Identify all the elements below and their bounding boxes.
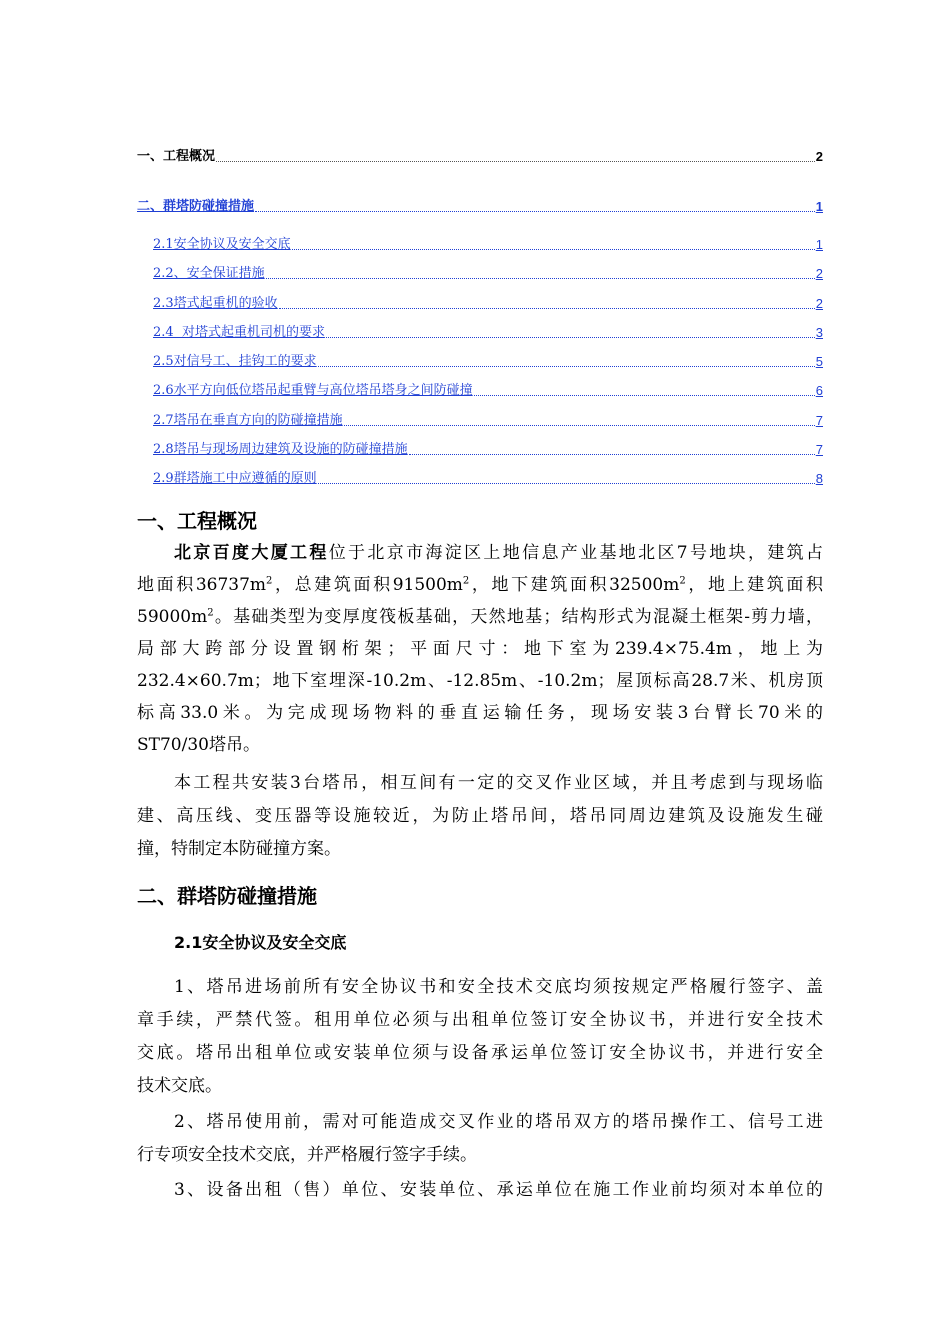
text-line [174, 541, 823, 565]
text-line: 建、高压线、变压器等设施较近，为防止塔吊间，塔吊同周边建筑及设施发生碰 [137, 806, 823, 826]
text-span: ，总建筑面积91500m [272, 575, 463, 595]
text-line: ST70/30塔吊。 [137, 735, 260, 755]
text-span: 位于北京市海淀区上地信息产业基地北区7号地块，建筑占 [328, 543, 823, 563]
superscript: 2 [679, 575, 686, 587]
text-span: ，地下建筑面积32500m [469, 575, 680, 595]
text-line: 章手续，严禁代签。租用单位必须与出租单位签订安全协议书，并进行安全技术 [137, 1010, 823, 1030]
toc-leader-dots [216, 160, 815, 162]
text-line: 1、塔吊进场前所有安全协议书和安全技术交底均须按规定严格履行签字、盖 [174, 977, 823, 997]
toc-entry-label: 2.8塔吊与现场周边建筑及设施的防碰撞措施 [153, 442, 408, 457]
toc-entry-label: 2.9群塔施工中应遵循的原则 [153, 471, 317, 486]
toc-entry-2-8[interactable] [153, 438, 823, 458]
toc-entry-page: 2 [815, 296, 823, 311]
toc-entry-label: 一、工程概况 [137, 149, 216, 164]
toc-leader-dots [344, 424, 815, 426]
toc-entry-page: 1 [815, 199, 823, 214]
text-span: 59000m [137, 607, 208, 627]
toc-entry-page: 2 [815, 266, 823, 281]
section-heading-overview: 一、工程概况 [137, 509, 257, 533]
toc-leader-dots [292, 248, 815, 250]
superscript: 2 [266, 575, 273, 587]
toc-entry-2-4[interactable] [153, 321, 823, 341]
toc-leader-dots [474, 394, 815, 396]
toc-entry-page: 3 [815, 325, 823, 340]
toc-leader-dots [318, 365, 815, 367]
text-span: 。基础类型为变厚度筏板基础，天然地基；结构形式为混凝土框架-剪力墙， [213, 607, 823, 627]
text-line: 撞，特制定本防碰撞方案。 [137, 839, 341, 859]
text-span: ，地上建筑面积 [685, 575, 824, 595]
toc-entry-2-7[interactable] [153, 409, 823, 429]
text-line: 232.4×60.7m；地下室埋深-10.2m、-12.85m、-10.2m；屋顶标高28.7米、机房顶 [137, 671, 823, 691]
toc-leader-dots [279, 307, 815, 309]
text-line: 3、设备出租（售）单位、安装单位、承运单位在施工作业前均须对本单位的 [174, 1180, 823, 1200]
text-span: 地面积36737m [137, 575, 267, 595]
text-line: 2、塔吊使用前，需对可能造成交叉作业的塔吊双方的塔吊操作工、信号工进 [174, 1112, 823, 1132]
text-line: 技术交底。 [137, 1076, 222, 1096]
toc-entry-2-3[interactable] [153, 292, 823, 312]
toc-entry-2-6[interactable] [153, 379, 823, 399]
toc-entry-1[interactable] [137, 145, 823, 165]
project-name: 北京百度大厦工程 [174, 543, 329, 563]
toc-leader-dots [326, 336, 815, 338]
toc-entry-page: 6 [815, 383, 823, 398]
toc-entry-2-9[interactable] [153, 467, 823, 487]
text-line [137, 573, 823, 597]
toc-entry-2-5[interactable] [153, 350, 823, 370]
superscript: 2 [462, 575, 470, 587]
toc-entry-2[interactable] [137, 195, 823, 215]
toc-entry-label: 2.4 对塔式起重机司机的要求 [153, 325, 325, 340]
toc-entry-page: 7 [815, 442, 823, 457]
toc-entry-page: 2 [815, 149, 823, 164]
text-line: 行专项安全技术交底，并严格履行签字手续。 [137, 1145, 477, 1165]
toc-entry-label: 二、群塔防碰撞措施 [137, 199, 255, 214]
toc-leader-dots [255, 210, 815, 212]
toc-entry-page: 5 [815, 354, 823, 369]
subsection-heading-2-1: 2.1安全协议及安全交底 [174, 933, 347, 952]
text-line: 本工程共安装3台塔吊，相互间有一定的交叉作业区域，并且考虑到与现场临 [174, 773, 823, 793]
text-line: 交底。塔吊出租单位或安装单位须与设备承运单位签订安全协议书，并进行安全 [137, 1043, 823, 1063]
toc-entry-2-1[interactable] [153, 233, 823, 253]
toc-entry-label: 2.7塔吊在垂直方向的防碰撞措施 [153, 413, 343, 428]
toc-leader-dots [409, 453, 815, 455]
toc-entry-label: 2.5对信号工、挂钩工的要求 [153, 354, 317, 369]
toc-entry-label: 2.1安全协议及安全交底 [153, 237, 291, 252]
text-line: 标高33.0米。为完成现场物料的垂直运输任务，现场安装3台臂长70米的 [137, 703, 823, 723]
section-heading-anti-collision: 二、群塔防碰撞措施 [137, 884, 317, 908]
toc-leader-dots [266, 277, 815, 279]
text-line [137, 605, 823, 629]
toc-entry-label: 2.3塔式起重机的验收 [153, 296, 278, 311]
toc-entry-page: 1 [815, 237, 823, 252]
toc-leader-dots [318, 482, 815, 484]
toc-entry-page: 7 [815, 413, 823, 428]
toc-entry-page: 8 [815, 471, 823, 486]
toc-entry-label: 2.2、安全保证措施 [153, 266, 265, 281]
superscript: 2 [207, 607, 214, 619]
toc-entry-label: 2.6水平方向低位塔吊起重臂与高位塔吊塔身之间防碰撞 [153, 383, 473, 398]
text-line: 局部大跨部分设置钢桁架；平面尺寸：地下室为239.4×75.4m，地上为 [137, 639, 823, 659]
toc-entry-2-2[interactable] [153, 262, 823, 282]
